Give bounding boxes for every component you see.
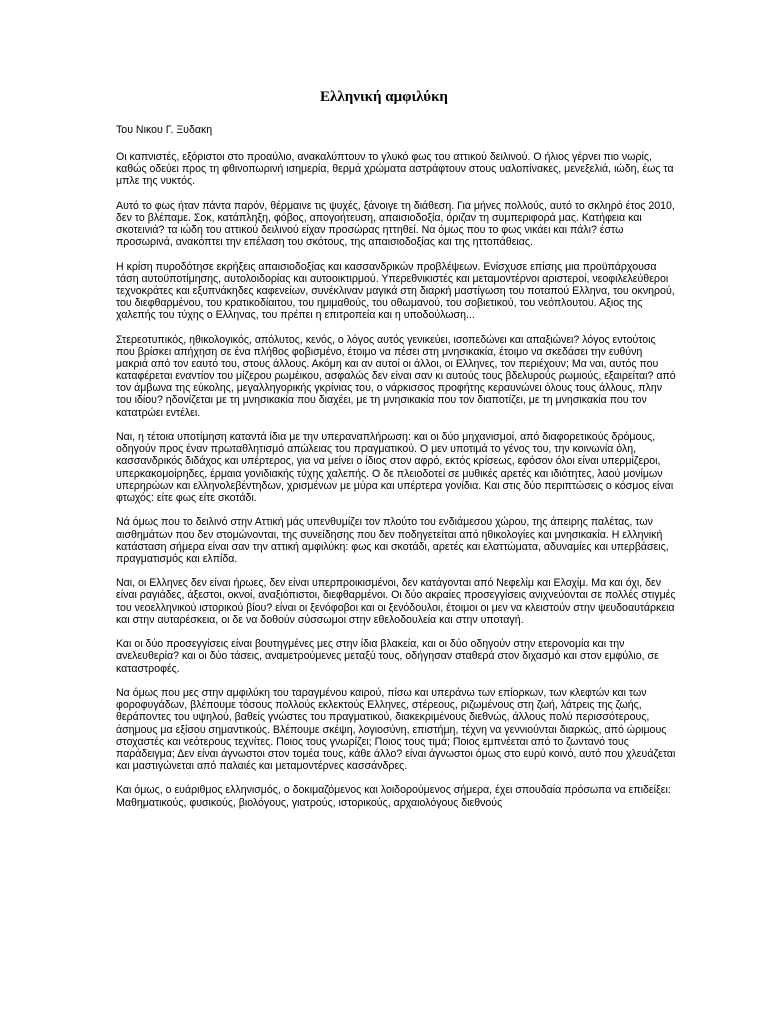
paragraph-9: Να όμως που μες στην αμφιλύκη του ταραγμένου καιρού, πίσω και υπεράνω των επίορκων, των κλεφτών και των φοροφυγάδων, βλέπουμε τόσους πολλούς εκλεκτούς Ελληνες, στέρεους, ριζωμένους στη ζωή, λάτρεις της ζωής, θεράποντες του υψηλού, βαθείς γνώστες του πραγματικού, διακεκριμένους διεθνώς, άλλους πολύ περισσότερους, άσημους μα εξίσου σημαντικούς. Βλέπουμε σκέψη, λογιοσύνη, επιστήμη, τέχνη να γεννιούνται διαρκώς, από ώριμους στοχαστές και νεότερους τεχνίτες. Ποιος τους γνωρίζει; Ποιος τους τιμά; Ποιος εμπνέεται από το ζωντανό τους παράδειγμα; Δεν είναι άγνωστοι στον τομέα τους, κάθε άλλο? είναι άγνωστοι όμως στο ευρύ κοινό, αυτό που χλευάζεται και μαστιγώνεται από παλαιές και μεταμοντέρνες κασσάνδρες. [116, 687, 676, 772]
paragraph-8: Και οι δύο προσεγγίσεις είναι βουτηγμένες μες στην ίδια βλακεία, και οι δύο οδηγούν στην ετερονομία και την ανελευθερία? και οι δύο τάσεις, αναμετρούμενες μεταξύ τους, οδήγησαν σταθερά στον διχασμό και στον εμφύλιο, σε καταστροφές. [116, 638, 659, 675]
article-body [116, 124, 676, 821]
document-title: Ελληνική αμφιλύκη [320, 89, 448, 105]
byline: Του Νικου Γ. Ξυδακη [116, 124, 213, 136]
paragraph-4: Στερεοτυπικός, ηθικολογικός, απόλυτος, κενός, ο λόγος αυτός γενικεύει, ισοπεδώνει και απαξιώνει? λόγος εντούτοις που βρίσκει απήχηση σε ένα πλήθος φοβισμένο, έτοιμο να πέσει στη μνησικακία, έτοιμο να σκεδάσει την ευθύνη μακριά από τον εαυτό του, στους άλλους. Ακόμη και αν αυτοί οι άλλοι, οι Ελληνες, τον περιέχουν; Μα ναι, αυτός που καταφέρεται εναντίον του μίζερου ρωμέικου, ασφαλώς δεν είναι σαν κι αυτούς τους βδελυρούς ρωμιούς, εξαιρείται? από τον άμβωνα της εύκολης, μεγαλληγορικής γκρίνιας του, ο νάρκισσος προφήτης κεραυνώνει όλους τους άλλους, πλην του ιδίου? ηδονίζεται με τη μνησικακία που διαχέει, με τη μνησικακία που τον διαποτίζει, με τη μνησικακία που τον κατατρώει εντέλει. [116, 334, 676, 419]
paragraph-10: Και όμως, ο ευάριθμος ελληνισμός, ο δοκιμαζόμενος και λοιδορούμενος σήμερα, έχει σπουδαία πρόσωπα να επιδείξει: Μαθηματικούς, φυσικούς, βιολόγους, γιατρούς, ιστορικούς, αρχαιολόγους διεθνούς [116, 784, 671, 809]
paragraph-7: Ναι, οι Ελληνες δεν είναι ήρωες, δεν είναι υπερπροικισμένοι, δεν κατάγονται από Νεφελίμ και Ελοχίμ. Μα και όχι, δεν είναι ραγιάδες, άξεστοι, οκνοί, αναξιόπιστοι, διεφθαρμένοι. Οι δύο ακραίες προσεγγίσεις ανιχνεύονται σε πολλές στιγμές του νεοελληνικού ιστορικού βίου? είναι οι ξενόφοβοι και οι ξενόδουλοι, έτοιμοι οι μεν να κλειστούν στην ψευδοαυτάρκεια και στην αυταρέσκεια, οι δε να δοθούν σύσσωμοι στην εθελοδουλεία και στην υποταγή. [116, 577, 676, 626]
paragraph-5: Ναι, η τέτοια υποτίμηση καταντά ίδια με την υπεραναπλήρωση: και οι δύο μηχανισμοί, από διαφορετικούς δρόμους, οδηγούν προς έναν πρωταθλητισμό απώλειας του πραγματικού. Ο μεν υποτιμά το γένος του, την κοινωνία όλη, κασσανδρικός διδάχος και υπέρτερος, για να μείνει ο ίδιος στον αφρό, εκτός κρίσεως, εφόσον όλοι είναι υπερμίζεροι, υπερκακομοίρηδες, έρμαια γονιδιακής τύχης χαλεπής. Ο δε πλειοδοτεί σε μυθικές αρετές και ιδιότητες, λαού μονίμων υπερηρώων και ελληνολεβέντηδων, χρισμένων με μύρα και υπέρτερα γονίδια. Και στις δύο περιπτώσεις ο κόσμος είναι φτωχός: είτε φως είτε σκοτάδι. [116, 431, 674, 504]
paragraph-6: Νά όμως που το δειλινό στην Αττική μάς υπενθυμίζει τον πλούτο του ενδιάμεσου χώρου, της άπειρης παλέτας, των αισθημάτων που δεν στομώνονται, της συνείδησης που δεν ποδηγετείται από ηθικολογίες και μνησικακία. Η ελληνική κατάσταση σήμερα είναι σαν την αττική αμφιλύκη: φως και σκοτάδι, αρετές και ελαττώματα, αδυναμίες και υπερβάσεις, πραγματισμός και ελπίδα. [116, 516, 669, 565]
paragraph-3: Η κρίση πυροδότησε εκρήξεις απαισιοδοξίας και κασσανδρικών προβλέψεων. Ενίσχυσε επίσης μια προϋπάρχουσα τάση αυτοϋποτίμησης, αυτολοιδορίας και αυτοοικτιρμού. Υπερεθνικιστές και μεταμοντέρνοι αριστεροί, νεοφιλελεύθεροι τεχνοκράτες και εξυπνάκηδες καφενείων, συνέκλιναν μαγικά στη διαρκή μαστίγωση του ποταπού Ελληνα, του οκνηρού, του διεφθαρμένου, του κρατικοδίαιτου, του ημιμαθούς, του οθωμανού, του σοβιετικού, του νεόπλουτου. Αξιος της χαλεπής του τύχης ο Ελληνας, του πρέπει η επιτροπεία και η υποδούλωση... [116, 260, 675, 322]
paragraph-2: Αυτό το φως ήταν πάντα παρόν, θέρμαινε τις ψυχές, ξάνοιγε τη διάθεση. Για μήνες πολλούς, αυτό το σκληρό έτος 2010, δεν το βλέπαμε. Σοκ, κατάπληξη, φόβος, απογοήτευση, απαισιοδοξία, όριζαν τη συμπεριφορά μας. Κατήφεια και σκοτεινιά? τα ιώδη του αττικού δειλινού είχαν προσώρας ηττηθεί. Να όμως που το φως νικάει και πάλι? έστω προσωρινά, ανακόπτει την επέλαση του σκότους, της απαισιοδοξίας και της ηττοπάθειας. [116, 199, 675, 249]
paragraph-1: Οι καπνιστές, εξόριστοι στο προαύλιο, ανακαλύπτουν το γλυκό φως του αττικού δειλινού. Ο ήλιος γέρνει πιο νωρίς, καθώς οδεύει προς τη φθινοπωρινή ισημερία, θερμά χρώματα αστράφτουν στους υαλοπίνακες, μενεξελιά, ιώδη, έως τα μπλε της νυκτός. [116, 151, 674, 188]
